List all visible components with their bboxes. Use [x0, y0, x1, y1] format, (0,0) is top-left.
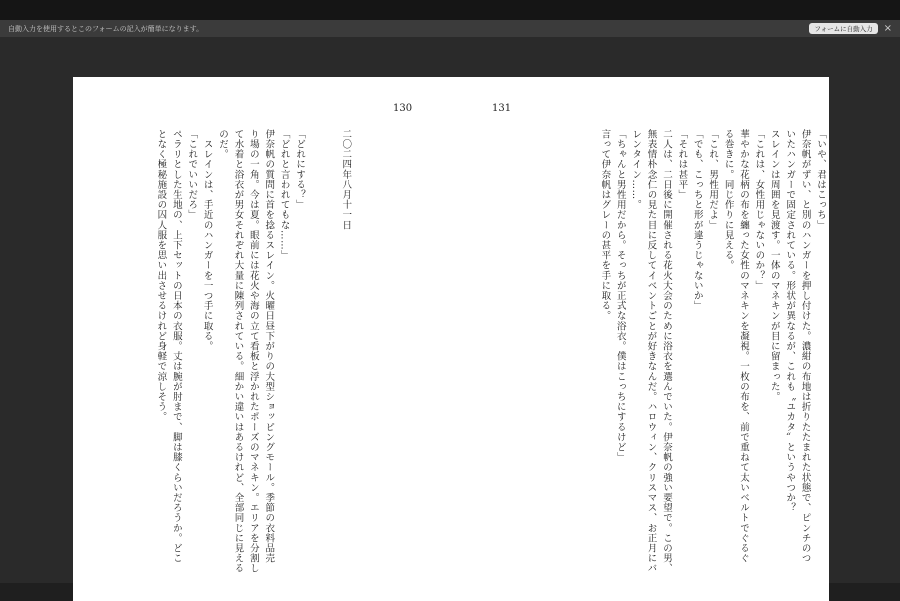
autofill-message: 自動入力を使用するとこのフォームの記入が簡単になります。	[8, 24, 204, 33]
book-spread	[73, 77, 829, 601]
autofill-infobar	[0, 20, 900, 37]
right-page-text: 「いや、君はこっち」 伊奈帆がずい、と別のハンガーを押し付けた。濃紺の布地は折りたたまれた状態で、ピンチのつ いたハンガーで固定されている。形状が異なるが、これも〝ユカタ〟というやつか？ スレインは周囲を見渡す。一体のマネキンが目に留まった。 「これは、女性用じゃないのか？」 華やかな花柄の布を纏った女性のマネキンを凝視。一枚の布を、前で重ねて太いベルトでぐるぐ る巻きに。同じ作りに見える。 「これ、男性用だよ」 「でも、こっちと形が違うじゃないか」 「それは甚平」 二人は、二日後に開催される花火大会のために浴衣を選んでいた。伊奈帆の強い要望で。この男、 無表情朴念仁の見た目に反してイベントごとが好きなんだ。ハロウィン、クリスマス、お正月にバ レンタイン……。 「ちゃんと男性用だから。そっちが正式な浴衣。僕はこっちにするけど」 言って伊奈帆はグレーの甚平を手に取る。	[599, 129, 826, 574]
window-top-bar	[0, 0, 900, 20]
right-page-number: 131	[492, 103, 512, 114]
close-icon[interactable]: ×	[883, 22, 892, 34]
viewer-canvas	[0, 37, 900, 583]
left-page-number: 130	[393, 103, 413, 114]
left-page-text: 二〇二四年八月十一日 「どれにする？」 「どれと言われてもな……」 伊奈帆の質問に首を捻るスレイン。火曜日昼下がりの大型ショッピングモール。季節の衣料品売 り場の一角。今は夏。眼前には花火や海の立て看板と浮かれたポーズのマネキン。エリアを分割し て水着と浴衣が男女それぞれ大量に陳列されている。細かい違いはあるけれど、全部同じに見える のだ。 スレインは、手近のハンガーを一つ手に取る。 「これでいいだろ」 ペラリとした生地の、上下セットの日本の衣服。丈は腕が肘まで、脚は膝くらいだろうか。どこ となく極秘施設の囚人服を思い出させるけれど身軽で涼しそう。	[155, 129, 352, 574]
autofill-button[interactable]: フォームに自動入力	[809, 23, 877, 34]
